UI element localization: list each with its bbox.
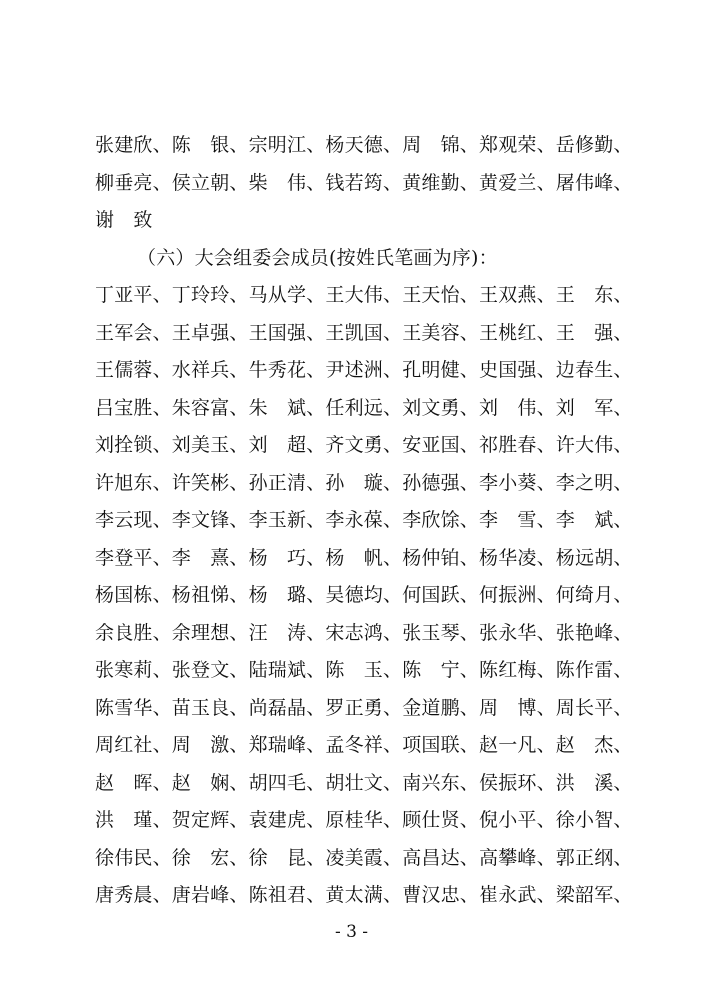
text-line: 吕宝胜、朱容富、朱 斌、任利远、刘文勇、刘 伟、刘 军、 — [95, 396, 633, 419]
text-line: 洪 瑾、贺定辉、袁建虎、原桂华、顾仕贤、倪小平、徐小智、 — [95, 809, 633, 831]
text-line: 赵 晖、赵 娴、胡四毛、胡壮文、南兴东、侯振环、洪 溪、 — [95, 771, 633, 794]
text-line: 柳垂亮、侯立朝、柴 伟、钱若筠、黄维勤、黄爱兰、屠伟峰、 — [95, 171, 633, 194]
text-line: 李登平、李 熹、杨 巧、杨 帆、杨仲铂、杨华凌、杨远胡、 — [95, 546, 633, 569]
section-heading: （六）大会组委会成员(按姓氏笔画为序)： — [137, 246, 498, 269]
text-line: 唐秀晨、唐岩峰、陈祖君、黄太满、曹汉忠、崔永武、梁韶军、 — [95, 884, 633, 906]
text-line: 李云现、李文锋、李玉新、李永葆、李欣馀、李 雪、李 斌、 — [95, 509, 633, 531]
text-line: 徐伟民、徐 宏、徐 昆、凌美霞、高昌达、高攀峰、郭正纲、 — [95, 846, 633, 869]
text-line: 谢 致 — [95, 209, 153, 231]
page-number: - 3 - — [334, 922, 369, 942]
text-line: 陈雪华、苗玉良、尚磊晶、罗正勇、金道鹏、周 博、周长平、 — [95, 696, 633, 719]
text-line: 许旭东、许笑彬、孙正清、孙 璇、孙德强、李小葵、李之明、 — [95, 471, 633, 494]
text-line: 杨国栋、杨祖悌、杨 璐、吴德均、何国跃、何振洲、何绮月、 — [95, 584, 633, 606]
text-line: 丁亚平、丁玲玲、马从学、王大伟、王天怡、王双燕、王 东、 — [95, 284, 633, 306]
text-line: 周红社、周 激、郑瑞峰、孟冬祥、项国联、赵一凡、赵 杰、 — [95, 734, 633, 756]
text-line: 张建欣、陈 银、宗明江、杨天德、周 锦、郑观荣、岳修勤、 — [95, 134, 633, 156]
text-line: 王儒蓉、水祥兵、牛秀花、尹述洲、孔明健、史国强、边春生、 — [95, 359, 633, 381]
text-line: 王军会、王卓强、王国强、王凯国、王美容、王桃红、王 强、 — [95, 321, 633, 344]
text-line: 张寒莉、张登文、陆瑞斌、陈 玉、陈 宁、陈红梅、陈作雷、 — [95, 659, 633, 681]
text-line: 刘拴锁、刘美玉、刘 超、齐文勇、安亚国、祁胜春、许大伟、 — [95, 434, 633, 456]
text-body — [95, 127, 635, 915]
text-line: 余良胜、余理想、汪 涛、宋志鸿、张玉琴、张永华、张艳峰、 — [95, 621, 633, 644]
